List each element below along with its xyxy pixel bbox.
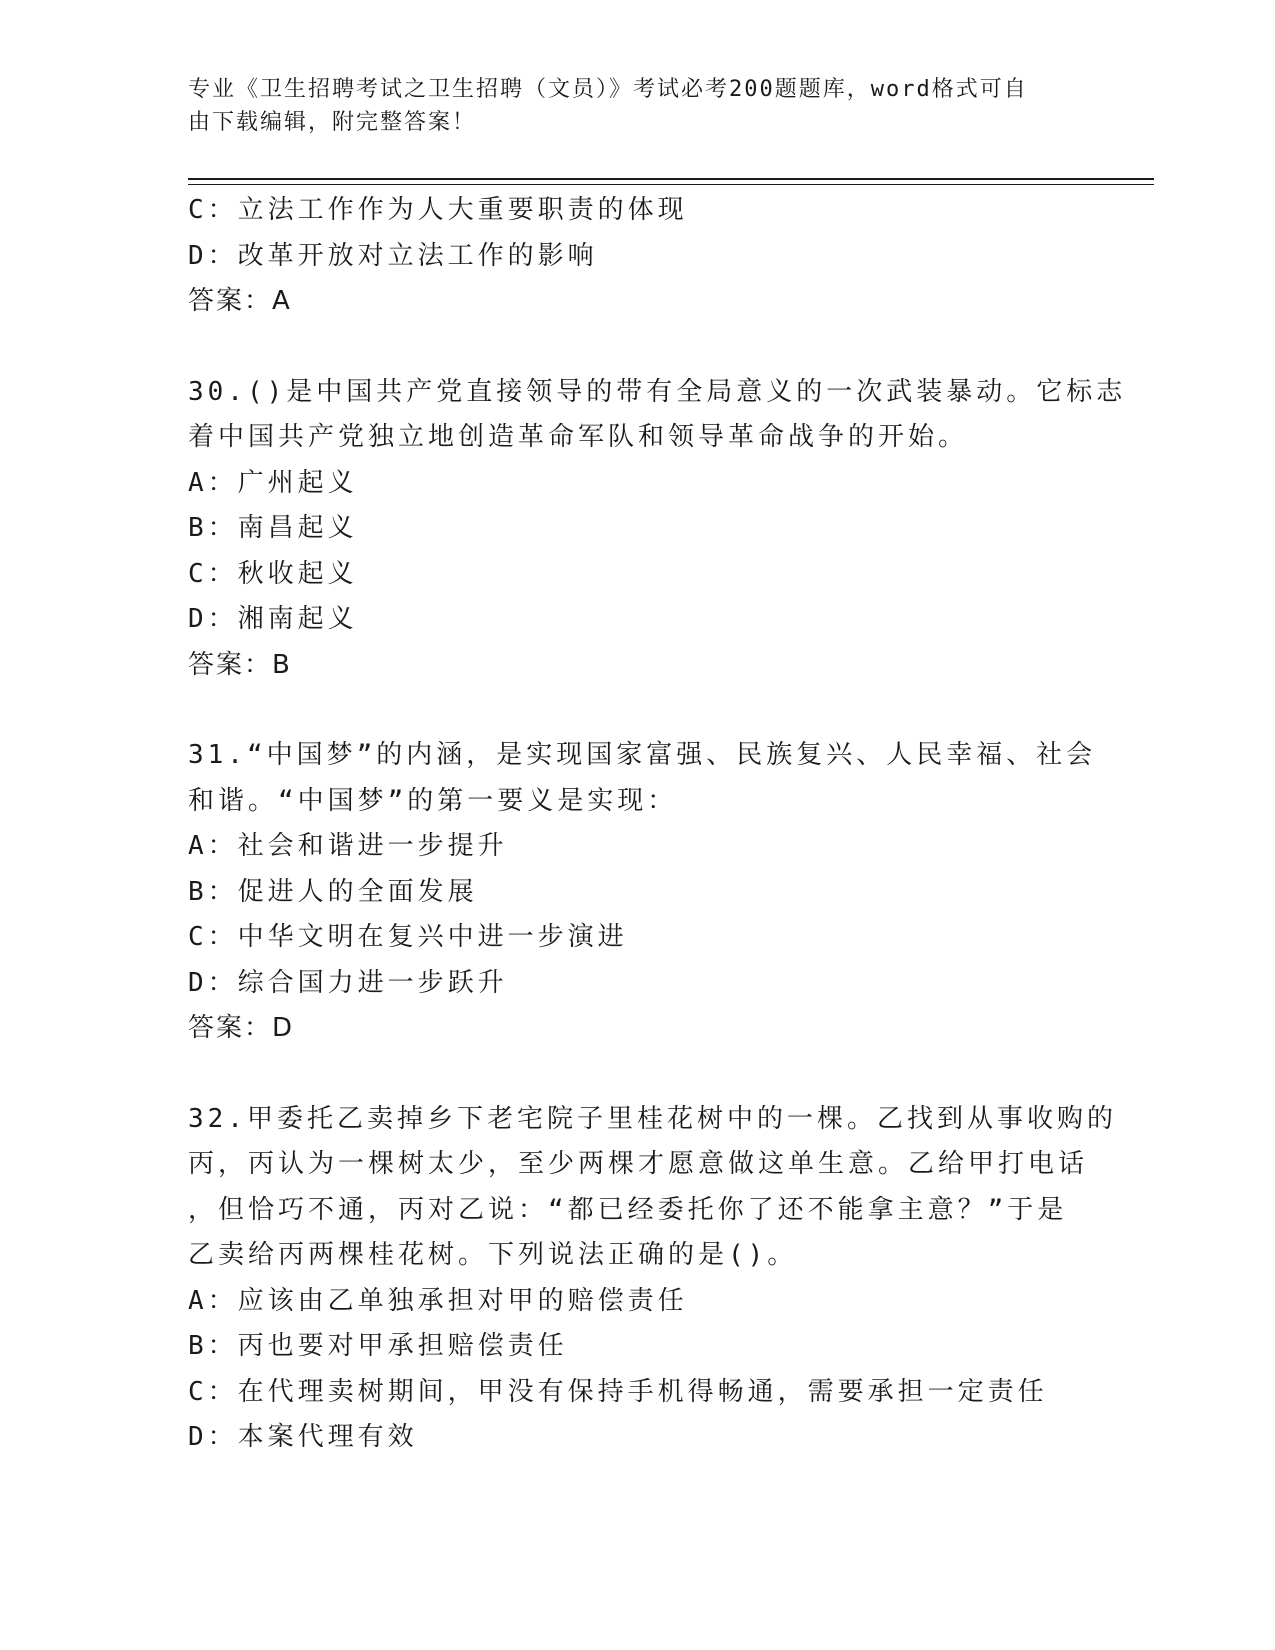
- answer: 答案：B: [188, 649, 292, 680]
- option-c: C：在代理卖树期间，甲没有保持手机得畅通，需要承担一定责任: [188, 1376, 1048, 1407]
- question-stem-line: 30.()是中国共产党直接领导的带有全局意义的一次武装暴动。它标志: [188, 376, 1127, 407]
- option-d: D：综合国力进一步跃升: [188, 967, 508, 998]
- answer: 答案：D: [188, 1013, 295, 1043]
- option-c: C：立法工作作为人大重要职责的体现: [188, 195, 688, 225]
- option-d: D：湘南起义: [188, 604, 358, 634]
- question-stem-line: 32.甲委托乙卖掉乡下老宅院子里桂花树中的一棵。乙找到从事收购的: [188, 1103, 1117, 1134]
- option-a: A：应该由乙单独承担对甲的赔偿责任: [188, 1285, 688, 1316]
- document-header: [188, 73, 1068, 139]
- question-stem-line: 乙卖给丙两棵桂花树。下列说法正确的是()。: [188, 1240, 798, 1270]
- header-divider-thin: [188, 184, 1154, 185]
- option-d: D：本案代理有效: [188, 1422, 418, 1452]
- option-d: D：改革开放对立法工作的影响: [188, 240, 598, 271]
- option-a: A：广州起义: [188, 467, 358, 498]
- question-30: [188, 370, 1127, 689]
- document-body: [188, 188, 1127, 1461]
- answer: 答案：A: [188, 286, 292, 316]
- question-stem-line: ，但恰巧不通，丙对乙说：“都已经委托你了还不能拿主意？”于是: [188, 1194, 1068, 1225]
- option-c: C：中华文明在复兴中进一步演进: [188, 922, 628, 952]
- header-divider-thick: [188, 178, 1154, 180]
- option-b: B：丙也要对甲承担赔偿责任: [188, 1331, 568, 1361]
- question-stem-line: 和谐。“中国梦”的第一要义是实现：: [188, 785, 678, 816]
- question-stem-line: 31.“中国梦”的内涵，是实现国家富强、民族复兴、人民幸福、社会: [188, 740, 1097, 770]
- question-stem-line: 丙，丙认为一棵树太少，至少两棵才愿意做这单生意。乙给甲打电话: [188, 1149, 1089, 1179]
- option-c: C：秋收起义: [188, 558, 358, 589]
- header-line-2: 由下载编辑，附完整答案！: [188, 110, 477, 135]
- question-31: [188, 733, 1097, 1052]
- option-b: B：南昌起义: [188, 513, 358, 543]
- question-stem-line: 着中国共产党独立地创造革命军队和领导革命战争的开始。: [188, 422, 969, 452]
- question-32: [188, 1097, 1117, 1461]
- question-29-tail: [188, 188, 1088, 325]
- header-line-1: 专业《卫生招聘考试之卫生招聘（文员）》考试必考200题题库，word格式可自: [188, 77, 1028, 102]
- option-a: A：社会和谐进一步提升: [188, 831, 508, 861]
- option-b: B：促进人的全面发展: [188, 876, 478, 907]
